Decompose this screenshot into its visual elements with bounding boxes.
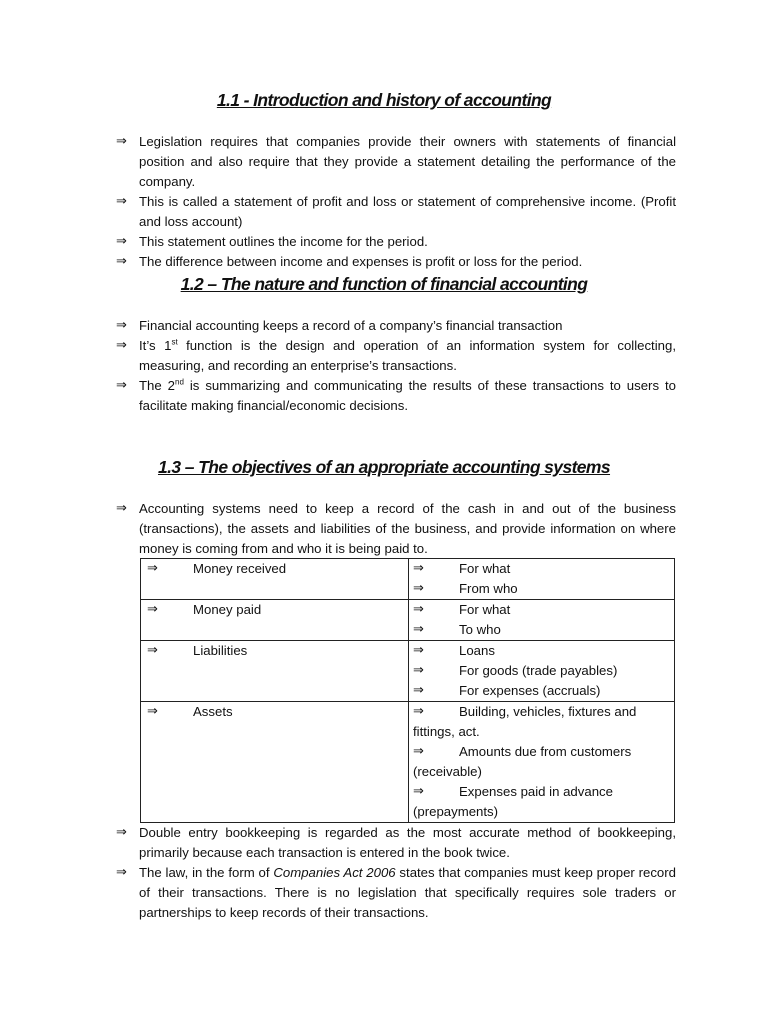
arrow-icon: ⇒ xyxy=(147,561,158,576)
accounting-records-table xyxy=(140,558,675,823)
bullet-item: ⇒ Financial accounting keeps a record of a company’s financial transaction xyxy=(116,316,676,336)
table-cell-right: ⇒ For what ⇒ To who xyxy=(409,600,675,641)
section-1-3-after-bullets xyxy=(116,823,676,923)
arrow-icon: ⇒ xyxy=(413,581,424,596)
arrow-icon: ⇒ xyxy=(116,865,127,880)
table-cell-right: ⇒ Loans ⇒ For goods (trade payables) ⇒ For expenses (accruals) xyxy=(409,641,675,702)
table-cell-right: ⇒ Building, vehicles, fixtures and fittings, act. ⇒ Amounts due from customers (receivable) ⇒ Expenses paid in advance (prepayments) xyxy=(409,702,675,823)
arrow-icon: ⇒ xyxy=(147,602,158,617)
bullet-item: ⇒ The difference between income and expenses is profit or loss for the period. xyxy=(116,252,676,272)
table-cell-left: ⇒ Money paid xyxy=(141,600,409,641)
arrow-icon: ⇒ xyxy=(147,643,158,658)
arrow-icon: ⇒ xyxy=(413,744,424,759)
arrow-icon: ⇒ xyxy=(116,501,127,516)
section-1-1-bullets xyxy=(116,132,676,272)
bullet-item: ⇒ This statement outlines the income for the period. xyxy=(116,232,676,252)
arrow-icon: ⇒ xyxy=(116,254,127,269)
arrow-icon: ⇒ xyxy=(413,784,424,799)
arrow-icon: ⇒ xyxy=(116,338,127,353)
arrow-icon: ⇒ xyxy=(116,234,127,249)
bullet-item: ⇒ The 2nd is summarizing and communicating the results of these transactions to users to facilitate making financial/economic decisions. xyxy=(116,377,676,413)
section-1-2-heading: 1.2 – The nature and function of financial accounting xyxy=(180,274,588,294)
arrow-icon: ⇒ xyxy=(413,602,424,617)
bullet-item: ⇒ Legislation requires that companies provide their owners with statements of financial position and also require that they provide a statement detailing the performance of the company. xyxy=(116,134,676,189)
table-row xyxy=(141,702,675,823)
bullet-item: ⇒ Double entry bookkeeping is regarded as the most accurate method of bookkeeping, primarily because each transaction is entered in the book twice. xyxy=(116,825,676,860)
section-1-3-heading: 1.3 – The objectives of an appropriate accounting systems xyxy=(157,457,611,477)
arrow-icon: ⇒ xyxy=(413,704,424,719)
table-row xyxy=(141,559,675,600)
table-cell-right: ⇒ For what ⇒ From who xyxy=(409,559,675,600)
section-1-3-intro xyxy=(116,499,676,559)
companies-act-reference: Companies Act 2006 xyxy=(273,865,396,880)
arrow-icon: ⇒ xyxy=(413,663,424,678)
section-1-1-heading: 1.1 - Introduction and history of accounting xyxy=(216,90,552,110)
arrow-icon: ⇒ xyxy=(413,683,424,698)
arrow-icon: ⇒ xyxy=(413,643,424,658)
arrow-icon: ⇒ xyxy=(116,378,127,393)
bullet-item: ⇒ The law, in the form of Companies Act 2006 states that companies must keep proper record of their transactions. There is no legislation that specifically requires sole traders or partnerships to keep records of their transactions. xyxy=(116,865,676,920)
arrow-icon: ⇒ xyxy=(116,134,127,149)
bullet-item: ⇒ This is called a statement of profit and loss or statement of comprehensive income. (Profit and loss account) xyxy=(116,194,676,229)
section-1-2-bullets xyxy=(116,316,676,416)
arrow-icon: ⇒ xyxy=(116,318,127,333)
arrow-icon: ⇒ xyxy=(413,561,424,576)
arrow-icon: ⇒ xyxy=(413,622,424,637)
table-cell-left: ⇒ Assets xyxy=(141,702,409,823)
arrow-icon: ⇒ xyxy=(147,704,158,719)
bullet-item: ⇒ It’s 1st function is the design and operation of an information system for collecting, measuring, and recording an enterprise’s transactions. xyxy=(116,337,676,373)
table-cell-left: ⇒ Money received xyxy=(141,559,409,600)
arrow-icon: ⇒ xyxy=(116,825,127,840)
bullet-item: ⇒ Accounting systems need to keep a record of the cash in and out of the business (transactions), the assets and liabilities of the business, and provide information on where money is coming from and who it is being paid to. xyxy=(116,501,676,556)
arrow-icon: ⇒ xyxy=(116,194,127,209)
table-row xyxy=(141,641,675,702)
table-cell-left: ⇒ Liabilities xyxy=(141,641,409,702)
table-row xyxy=(141,600,675,641)
